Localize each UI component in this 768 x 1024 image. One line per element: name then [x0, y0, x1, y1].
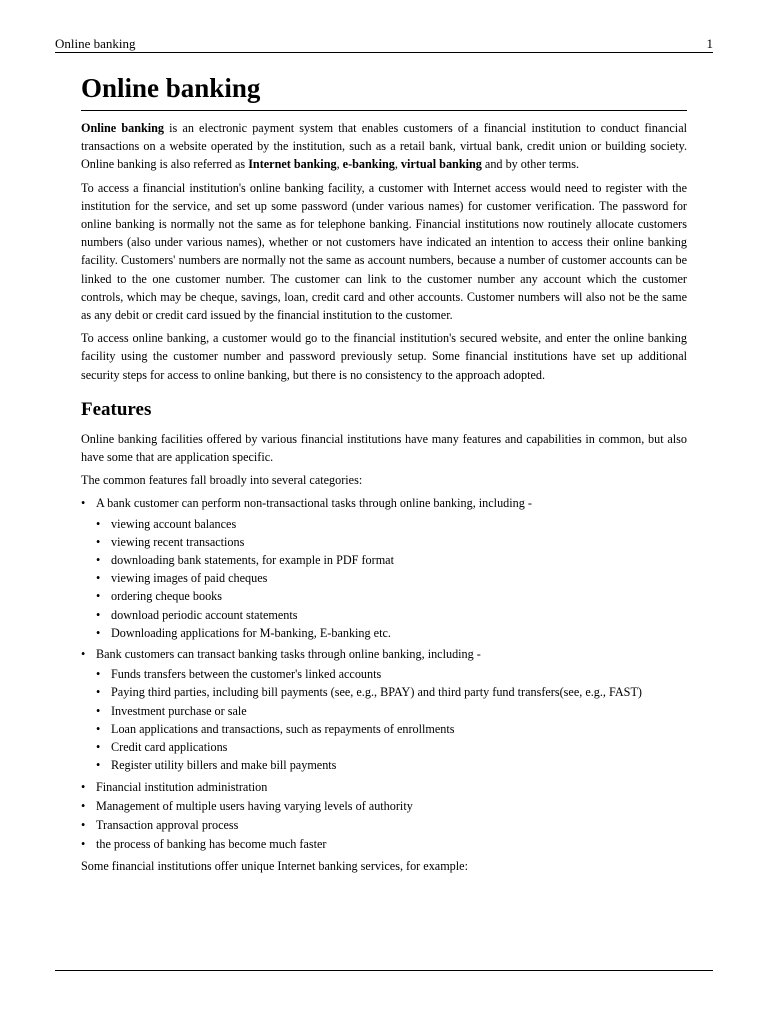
non-transactional-list — [96, 515, 687, 642]
article-body — [81, 68, 687, 881]
list-item: • Financial institution administration — [81, 778, 687, 796]
alias-e-banking: e-banking — [342, 157, 395, 172]
footer-divider — [55, 970, 713, 971]
alias-virtual-banking: virtual banking — [400, 157, 482, 172]
list-item: • ordering cheque books — [96, 587, 687, 605]
list-item: • Investment purchase or sale — [96, 702, 687, 720]
list-item: • viewing account balances — [96, 515, 687, 533]
non-transactional-label: A bank customer can perform non-transactional tasks through online banking, including - — [96, 496, 532, 511]
transactional-list — [96, 665, 687, 774]
page-number: 1 — [706, 36, 713, 51]
features-paragraph-1: Online banking facilities offered by various financial institutions have many features and capabilities in common, but also have some that are application specific. — [81, 431, 687, 465]
running-header-title: Online banking — [55, 36, 136, 51]
intro-paragraph — [81, 119, 687, 174]
security-paragraph: To access online banking, a customer would go to the financial institution's secured website, and enter the online banking facility using the customer number and password previously setup. Some financial institutions have set up additional security steps for access to online banking, but there is no consistency to the approach adopted. — [81, 331, 687, 382]
closing-paragraph: Some financial institutions offer unique Internet banking services, for example: — [81, 859, 468, 874]
access-paragraph: To access a financial institution's online banking facility, a customer with Internet access would need to register with the institution for the service, and set up some password (under various names) for customer verification. The password for online banking is normally not the same as for telephone banking. Financial institutions now routinely allocate customers numbers (also under various names), whether or not customers have indicated an intention to access their online banking facility. Customers' numbers are normally not the same as account numbers, because a number of customer accounts can be linked to the one customer number. The customer can link to the customer number any account which the customer controls, which may be cheque, savings, loan, credit card and other accounts. Customer numbers will also not be the same as any debit or credit card issued by the financial institution to the customer. — [81, 180, 687, 323]
intro-sep-2: , — [394, 157, 401, 172]
list-item: • Register utility billers and make bill payments — [96, 756, 687, 774]
list-item — [81, 645, 687, 774]
intro-sep-1: , — [336, 157, 343, 172]
transactional-label: Bank customers can transact banking tasks through online banking, including - — [96, 647, 481, 662]
features-heading: Features — [81, 398, 152, 420]
header-divider — [55, 52, 713, 53]
list-item: • the process of banking has become much faster — [81, 835, 687, 853]
intro-text-2: and by other terms. — [481, 157, 580, 172]
list-item: • Loan applications and transactions, such as repayments of enrollments — [96, 720, 687, 738]
article-title: Online banking — [81, 68, 687, 111]
feature-categories-list — [81, 494, 687, 853]
list-item: • Downloading applications for M-banking, E-banking etc. — [96, 624, 687, 642]
list-item: • Credit card applications — [96, 738, 687, 756]
alias-internet-banking: Internet banking — [248, 157, 337, 172]
features-paragraph-2: The common features fall broadly into several categories: — [81, 473, 363, 488]
list-item: • Funds transfers between the customer's linked accounts — [96, 665, 687, 683]
list-item — [81, 494, 687, 642]
list-item: • Transaction approval process — [81, 816, 687, 834]
list-item: • downloading bank statements, for example in PDF format — [96, 551, 687, 569]
list-item: • download periodic account statements — [96, 606, 687, 624]
list-item: • Management of multiple users having varying levels of authority — [81, 797, 687, 815]
list-item: • Paying third parties, including bill payments (see, e.g., BPAY) and third party fund transfers(see, e.g., FAST) — [96, 683, 687, 701]
intro-text-1: is an electronic payment system that enables customers of a financial institution to conduct financial transactions on a website operated by the institution, such as a retail bank, virtual bank, credit union or building society. Online banking is also referred as — [81, 121, 687, 172]
intro-term: Online banking — [81, 121, 165, 135]
list-item: • viewing recent transactions — [96, 533, 687, 551]
list-item: • viewing images of paid cheques — [96, 569, 687, 587]
